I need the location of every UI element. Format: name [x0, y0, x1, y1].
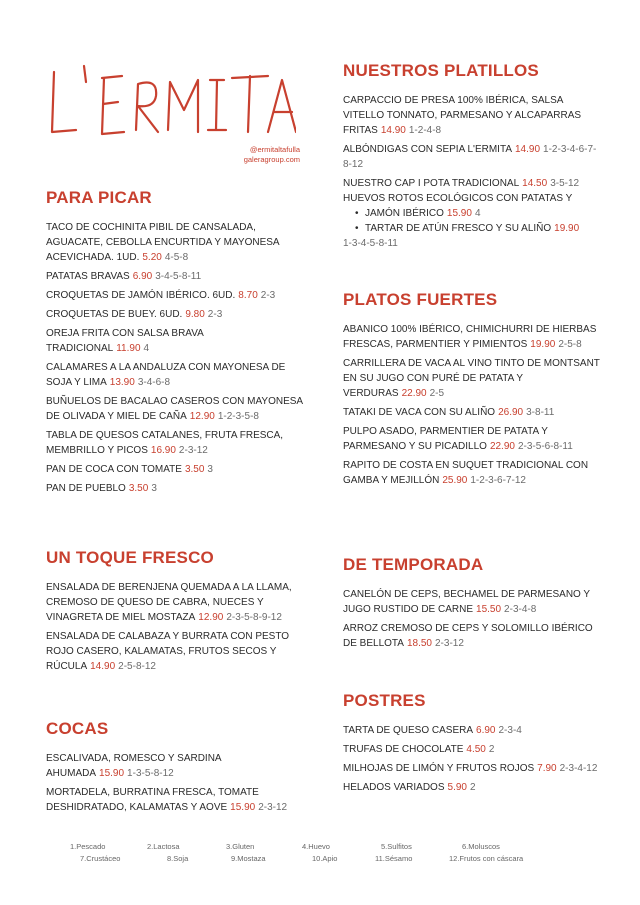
menu-item	[343, 176, 605, 191]
legend-item: 8.Soja	[167, 854, 189, 863]
item-name: ESCALIVADA, ROMESCO Y SARDINA AHUMADA	[46, 753, 222, 779]
item-name: ALBÓNDIGAS CON SEPIA L'ERMITA	[343, 144, 512, 155]
menu-item	[46, 785, 308, 815]
website-link[interactable]: galeragroup.com	[243, 154, 300, 164]
legend-item: 7.Crustáceo	[80, 854, 121, 863]
item-allergens: 2-3-12	[434, 638, 464, 649]
item-name: CARRILLERA DE VACA AL VINO TINTO DE MONTSANT EN SU JUGO CON PURÉ DE PATATA Y VERDURAS	[343, 358, 600, 399]
menu-item	[46, 580, 308, 625]
section-title: NUESTROS PLATILLOS	[343, 61, 539, 80]
item-price: 9.80	[185, 309, 205, 320]
menu-item	[343, 742, 605, 757]
item-price: 6.90	[132, 271, 153, 282]
item-allergens: 2-5-8	[558, 339, 582, 350]
menu-item	[343, 780, 605, 795]
menu-item	[46, 629, 308, 674]
item-name: MILHOJAS DE LIMÓN Y FRUTOS ROJOS	[343, 763, 535, 774]
menu-item	[343, 322, 605, 352]
item-allergens: 4	[474, 208, 481, 219]
item-name: HUEVOS ROTOS ECOLÓGICOS CON PATATAS Y	[343, 193, 573, 204]
menu-item	[343, 723, 605, 738]
menu-item	[46, 269, 308, 284]
menu-item	[343, 458, 605, 488]
item-allergens: 1-2-3-6-7-12	[470, 475, 526, 486]
section-title: UN TOQUE FRESCO	[46, 548, 214, 567]
item-list	[343, 322, 605, 488]
item-name: ARROZ CREMOSO DE CEPS Y SOLOMILLO IBÉRICO DE BELLOTA	[343, 623, 593, 649]
menu-item	[46, 326, 308, 356]
item-price: 13.90	[109, 377, 135, 388]
item-allergens: 2-5	[429, 388, 445, 399]
item-allergens: 2-3-12	[258, 802, 288, 813]
item-name: TARTA DE QUESO CASERA	[343, 725, 474, 736]
menu-item	[46, 394, 308, 424]
menu-item	[343, 405, 605, 420]
legend-item: 4.Huevo	[302, 842, 330, 851]
item-list	[343, 587, 605, 651]
section-postres	[343, 691, 605, 799]
option-item	[355, 206, 605, 221]
item-price: 12.90	[189, 411, 215, 422]
item-price: 8.70	[238, 290, 258, 301]
item-allergens: 2-3-12	[178, 445, 208, 456]
legend-item: 2.Lactosa	[147, 842, 180, 851]
item-allergens: 2-3-5-8-9-12	[226, 612, 282, 623]
item-name: TRUFAS DE CHOCOLATE	[343, 744, 464, 755]
item-name: ABANICO 100% IBÉRICO, CHIMICHURRI DE HIERBAS FRESCAS, PARMENTIER Y PIMIENTOS	[343, 324, 597, 350]
brand-contact	[230, 145, 300, 164]
item-price: 14.90	[515, 144, 541, 155]
item-price: 18.50	[406, 638, 432, 649]
menu-item	[343, 356, 605, 401]
item-allergens: 3-4-6-8	[137, 377, 171, 388]
item-price: 4.50	[466, 744, 486, 755]
legend-item: 11.Sésamo	[375, 854, 413, 863]
menu-item	[343, 621, 605, 651]
instagram-handle: @ermitaltafulla	[249, 145, 300, 154]
item-name: HELADOS VARIADOS	[343, 782, 445, 793]
item-allergens: 1-2-3-5-8	[217, 411, 259, 422]
item-allergens: 2-3	[207, 309, 223, 320]
item-price: 15.50	[476, 604, 502, 615]
menu-item	[46, 751, 308, 781]
section-title: DE TEMPORADA	[343, 555, 484, 574]
menu-item	[46, 360, 308, 390]
legend-item: 1.Pescado	[70, 842, 106, 851]
item-price: 19.90	[530, 339, 556, 350]
item-price: 6.90	[476, 725, 496, 736]
item-price: 11.90	[116, 343, 141, 354]
section-title: PARA PICAR	[46, 188, 152, 207]
item-allergens: 2-3-4-8	[504, 604, 537, 615]
legend-item: 10.Apio	[312, 854, 338, 863]
menu-item	[46, 462, 308, 477]
item-allergens: 3-4-5-8-11	[155, 271, 202, 282]
item-list	[343, 93, 605, 191]
item-price: 25.90	[442, 475, 468, 486]
legend-item: 5.Sulfitos	[381, 842, 412, 851]
item-allergens: 2	[488, 744, 495, 755]
item-name: CALAMARES A LA ANDALUZA CON MAYONESA DE SOJA Y LIMA	[46, 362, 286, 388]
item-name: TATAKI DE VACA CON SU ALIÑO	[343, 407, 496, 418]
item-price: 15.90	[99, 768, 125, 779]
item-price: 26.90	[498, 407, 524, 418]
menu-item	[46, 288, 308, 303]
item-allergens: 4	[143, 343, 150, 354]
item-name: OREJA FRITA CON SALSA BRAVA TRADICIONAL	[46, 328, 204, 354]
item-name: PULPO ASADO, PARMENTIER DE PATATA Y PARMESANO Y SU PICADILLO	[343, 426, 548, 452]
item-list	[46, 220, 308, 496]
item-price: 3.50	[128, 483, 149, 494]
item-name: RAPITO DE COSTA EN SUQUET TRADICIONAL CON GAMBA Y MEJILLÓN	[343, 460, 589, 486]
item-price: 12.90	[198, 612, 224, 623]
menu-item	[46, 307, 308, 322]
lermita-logo	[46, 60, 296, 140]
menu-item	[46, 220, 308, 265]
menu-item	[343, 93, 605, 138]
huevos-options	[343, 206, 605, 236]
section-title: POSTRES	[343, 691, 426, 710]
legend-item: 3.Gluten	[226, 842, 255, 851]
item-name: PAN DE COCA CON TOMATE	[46, 464, 182, 475]
item-price: 19.90	[554, 223, 580, 234]
item-price: 22.90	[401, 388, 427, 399]
item-allergens: 3	[207, 464, 213, 475]
item-price: 5.20	[142, 252, 162, 263]
section-para-picar	[46, 188, 308, 500]
item-price: 3.50	[184, 464, 205, 475]
item-name: PAN DE PUEBLO	[46, 483, 126, 494]
item-allergens: 3-5-12	[550, 178, 580, 189]
section-title: PLATOS FUERTES	[343, 290, 498, 309]
legend-item: 12.Frutos con cáscara	[449, 854, 524, 863]
item-price: 14.90	[90, 661, 116, 672]
item-allergens: 1-2-4-8	[408, 125, 442, 136]
section-title: COCAS	[46, 719, 109, 738]
item-allergens: 2	[469, 782, 476, 793]
item-list	[46, 751, 308, 815]
menu-item	[46, 428, 308, 458]
item-name: JAMÓN IBÉRICO	[365, 208, 444, 219]
item-name: MORTADELA, BURRATINA FRESCA, TOMATE DESHIDRATADO, KALAMATAS Y AOVE	[46, 787, 259, 813]
item-name: TARTAR DE ATÚN FRESCO Y SU ALIÑO	[365, 223, 552, 234]
item-name: TABLA DE QUESOS CATALANES, FRUTA FRESCA, MEMBRILLO Y PICOS	[46, 430, 284, 456]
item-allergens: 2-5-8-12	[118, 661, 156, 672]
section-platos-fuertes	[343, 290, 605, 492]
item-allergens: 3-8-11	[526, 407, 555, 418]
menu-item	[343, 587, 605, 617]
section-nuestros-platillos	[343, 61, 605, 255]
item-name: CROQUETAS DE BUEY. 6UD.	[46, 309, 183, 320]
item-name: CROQUETAS DE JAMÓN IBÉRICO. 6UD.	[46, 290, 236, 301]
item-name: CARPACCIO DE PRESA 100% IBÉRICA, SALSA VITELLO TONNATO, PARMESANO Y ALCAPARRAS FRITAS	[343, 95, 582, 136]
item-price: 16.90	[150, 445, 176, 456]
item-name: PATATAS BRAVAS	[46, 271, 130, 282]
item-price: 15.90	[446, 208, 472, 219]
menu-item	[343, 142, 605, 172]
item-price: 22.90	[489, 441, 515, 452]
item-price: 14.50	[522, 178, 548, 189]
legend-item: 9.Mostaza	[231, 854, 266, 863]
item-allergens: 2-3-4-12	[559, 763, 598, 774]
item-price: 7.90	[537, 763, 557, 774]
item-allergens: 1-3-4-5-8-11	[343, 238, 398, 249]
item-name: BUÑUELOS DE BACALAO CASEROS CON MAYONESA DE OLIVADA Y MIEL DE CAÑA	[46, 396, 303, 422]
item-allergens: 1-3-5-8-12	[127, 768, 174, 779]
menu-item	[343, 761, 605, 776]
section-un-toque-fresco	[46, 548, 308, 678]
item-name: TACO DE COCHINITA PIBIL DE CANSALADA, AGUACATE, CEBOLLA ENCURTIDA Y MAYONESA ACEVICHADA. 1UD.	[46, 222, 280, 263]
item-allergens: 2-3	[260, 290, 276, 301]
item-allergens: 4-5-8	[164, 252, 189, 263]
item-price: 15.90	[230, 802, 256, 813]
section-de-temporada	[343, 555, 605, 655]
item-list	[343, 723, 605, 795]
item-allergens: 2-3-5-6-8-11	[517, 441, 573, 452]
menu-item	[46, 481, 308, 496]
menu-item	[343, 424, 605, 454]
item-price: 5.90	[447, 782, 467, 793]
item-allergens: 2-3-4	[498, 725, 522, 736]
allergen-legend	[0, 840, 640, 870]
menu-item-huevos	[343, 191, 605, 251]
option-item	[355, 221, 605, 236]
item-price: 14.90	[380, 125, 406, 136]
item-allergens: 1-2-3-4-6-7-8-12	[343, 144, 597, 170]
section-cocas	[46, 719, 308, 819]
item-allergens: 3	[151, 483, 157, 494]
item-name: ENSALADA DE BERENJENA QUEMADA A LA LLAMA, CREMOSO DE QUESO DE CABRA, NUECES Y VINAGRETA DE MIEL MOSTAZA	[46, 582, 292, 623]
item-name: ENSALADA DE CALABAZA Y BURRATA CON PESTO ROJO CASERO, KALAMATAS, FRUTOS SECOS Y RÚCULA	[46, 631, 290, 672]
item-name: NUESTRO CAP I POTA TRADICIONAL	[343, 178, 520, 189]
item-name: CANELÓN DE CEPS, BECHAMEL DE PARMESANO Y JUGO RUSTIDO DE CARNE	[343, 589, 590, 615]
item-list	[46, 580, 308, 674]
legend-item: 6.Moluscos	[462, 842, 500, 851]
